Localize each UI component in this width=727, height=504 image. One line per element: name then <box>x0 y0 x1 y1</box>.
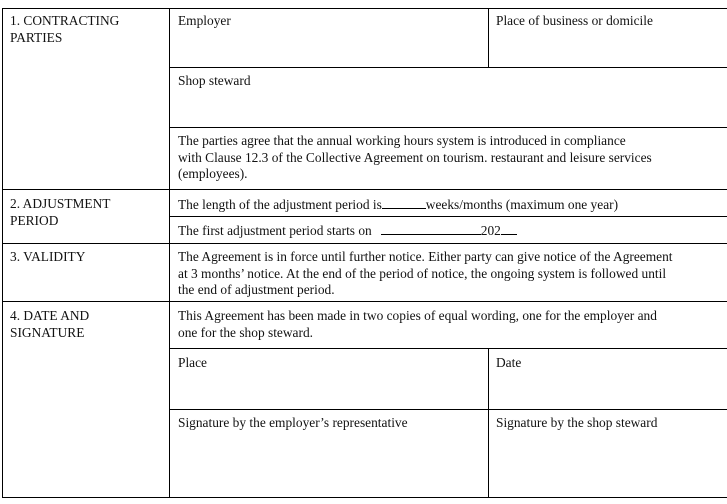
rule-top <box>2 8 727 9</box>
section2-label-line1: 2. ADJUSTMENT <box>10 196 111 211</box>
rule-length-bottom <box>169 216 727 217</box>
place-of-business-field-label: Place of business or domicile <box>496 13 653 28</box>
employer-field-label: Employer <box>178 13 231 28</box>
validity-line-2: at 3 months’ notice. At the end of the period of notice, the ongoing system is followed until <box>178 265 667 281</box>
section4-label-line1: 4. DATE AND <box>10 308 90 323</box>
rule-copies-bottom <box>169 348 727 349</box>
validity-line-3: the end of adjustment period. <box>178 282 335 297</box>
rule-bottom <box>2 497 727 498</box>
rule-label-column <box>169 8 170 498</box>
agreement-line-2: with Clause 12.3 of the Collective Agreement on tourism. restaurant and leisure services <box>178 149 652 165</box>
employer-signature-field-label: Signature by the employer’s representative <box>178 415 408 430</box>
adjustment-start-blank[interactable] <box>381 222 481 235</box>
agreement-line-3: (employees). <box>178 166 248 181</box>
section2-label-line2: PERIOD <box>10 212 59 228</box>
section4-label-line2: SIGNATURE <box>10 324 85 340</box>
adjustment-length-suffix: weeks/months (maximum one year) <box>425 197 619 212</box>
validity-line-1: The Agreement is in force until further notice. Either party can give notice of the Agreement <box>178 249 673 264</box>
rule-employer-split <box>488 8 489 68</box>
section3-label: 3. VALIDITY <box>10 249 86 264</box>
agreement-line-1: The parties agree that the annual working hours system is introduced in compliance <box>178 133 626 148</box>
rule-steward-bottom <box>169 127 727 128</box>
place-field-label: Place <box>178 355 207 370</box>
adjustment-start-row <box>178 222 517 240</box>
copies-paragraph <box>178 308 657 341</box>
rule-section1-bottom <box>2 189 727 190</box>
section1-label-line1: 1. CONTRACTING <box>10 13 120 28</box>
adjustment-start-prefix: The first adjustment period starts on <box>178 223 372 238</box>
section4-label <box>10 308 89 341</box>
adjustment-start-year-blank[interactable] <box>501 222 517 235</box>
steward-signature-field-label: Signature by the shop steward <box>496 415 658 430</box>
copies-line-2: one for the shop steward. <box>178 324 313 340</box>
agreement-paragraph <box>178 133 652 183</box>
rule-employer-bottom <box>169 67 727 68</box>
adjustment-length-prefix: The length of the adjustment period is <box>178 197 382 212</box>
section1-label-line2: PARTIES <box>10 29 63 45</box>
validity-paragraph <box>178 249 673 299</box>
rule-place-split <box>488 348 489 498</box>
rule-left <box>2 8 3 498</box>
rule-place-bottom <box>169 409 727 410</box>
date-field-label: Date <box>496 355 522 370</box>
adjustment-start-year: 202 <box>480 223 501 238</box>
copies-line-1: This Agreement has been made in two copies of equal wording, one for the employer and <box>178 308 657 323</box>
rule-section2-bottom <box>2 243 727 244</box>
adjustment-length-row <box>178 196 618 214</box>
rule-section3-bottom <box>2 301 727 302</box>
shop-steward-field-label: Shop steward <box>178 73 251 88</box>
adjustment-length-blank[interactable] <box>382 196 426 209</box>
section1-label <box>10 13 119 46</box>
section2-label <box>10 196 110 229</box>
